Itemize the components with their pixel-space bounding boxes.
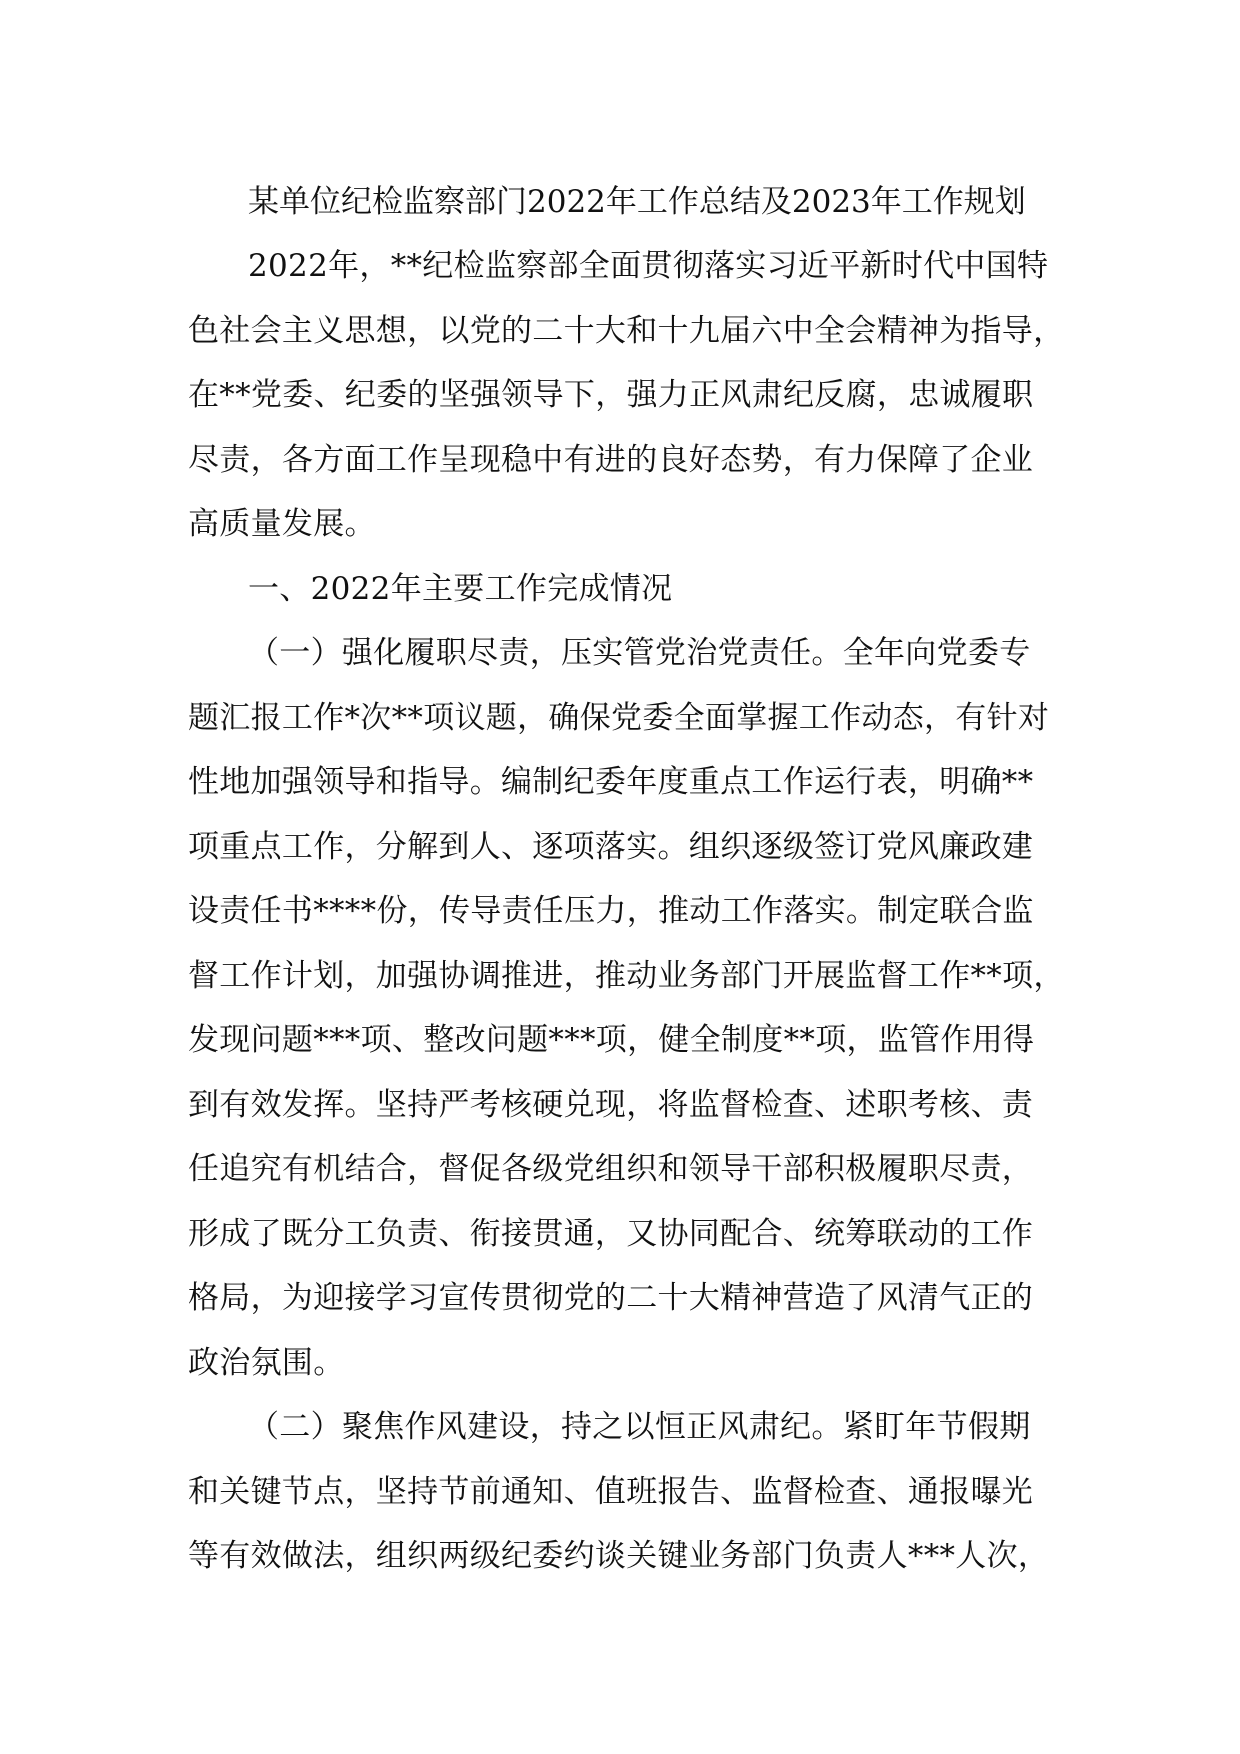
subsection-two-paragraph — [188, 1395, 1058, 1589]
paragraph-line: 色社会主义思想，以党的二十大和十九届六中全会精神为指导， — [188, 312, 1065, 349]
paragraph-line: 在**党委、纪委的坚强领导下，强力正风肃纪反腐，忠诚履职 — [188, 377, 1034, 413]
paragraph-line: 和关键节点，坚持节前通知、值班报告、监督检查、通报曝光 — [188, 1473, 1034, 1510]
paragraph-line: （二）聚焦作风建设，持之以恒正风肃纪。紧盯年节假期 — [248, 1409, 1031, 1445]
paragraph-line: 督工作计划，加强协调推进，推动业务部门开展监督工作**项， — [188, 957, 1065, 994]
paragraph-line: 到有效发挥。坚持严考核硬兑现，将监督检查、述职考核、责 — [188, 1086, 1034, 1123]
paragraph-line: 等有效做法，组织两级纪委约谈关键业务部门负责人***人次， — [188, 1538, 1050, 1574]
paragraph-line: 尽责，各方面工作呈现稳中有进的良好态势，有力保障了企业 — [188, 441, 1034, 478]
paragraph-line: （一）强化履职尽责，压实管党治党责任。全年向党委专 — [248, 635, 1031, 671]
paragraph-line: 2022年，**纪检监察部全面贯彻落实习近平新时代中国特 — [248, 248, 1049, 284]
paragraph-line: 设责任书****份，传导责任压力，推动工作落实。制定联合监 — [188, 893, 1034, 929]
paragraph-line: 任追究有机结合，督促各级党组织和领导干部积极履职尽责， — [188, 1151, 1034, 1187]
section-heading — [188, 557, 1058, 622]
paragraph-line: 形成了既分工负责、衔接贯通，又协同配合、统筹联动的工作 — [188, 1215, 1034, 1252]
paragraph-line: 高质量发展。 — [188, 506, 376, 542]
intro-paragraph — [188, 234, 1065, 557]
paragraph-line: 发现问题***项、整改问题***项，健全制度**项，监管作用得 — [188, 1022, 1035, 1058]
paragraph-line: 题汇报工作*次**项议题，确保党委全面掌握工作动态，有针对 — [188, 699, 1050, 736]
section-heading-line: 一、2022年主要工作完成情况 — [248, 570, 673, 607]
paragraph-line: 性地加强领导和指导。编制纪委年度重点工作运行表，明确** — [188, 764, 1034, 800]
document-title: 某单位纪检监察部门2022年工作总结及2023年工作规划 — [248, 184, 1026, 220]
subsection-one-paragraph — [188, 621, 1065, 1395]
paragraph-line: 政治氛围。 — [188, 1344, 345, 1381]
paragraph-line: 项重点工作，分解到人、逐项落实。组织逐级签订党风廉政建 — [188, 828, 1034, 865]
document-body — [188, 170, 1065, 1589]
paragraph-line: 格局，为迎接学习宣传贯彻党的二十大精神营造了风清气正的 — [188, 1280, 1034, 1316]
